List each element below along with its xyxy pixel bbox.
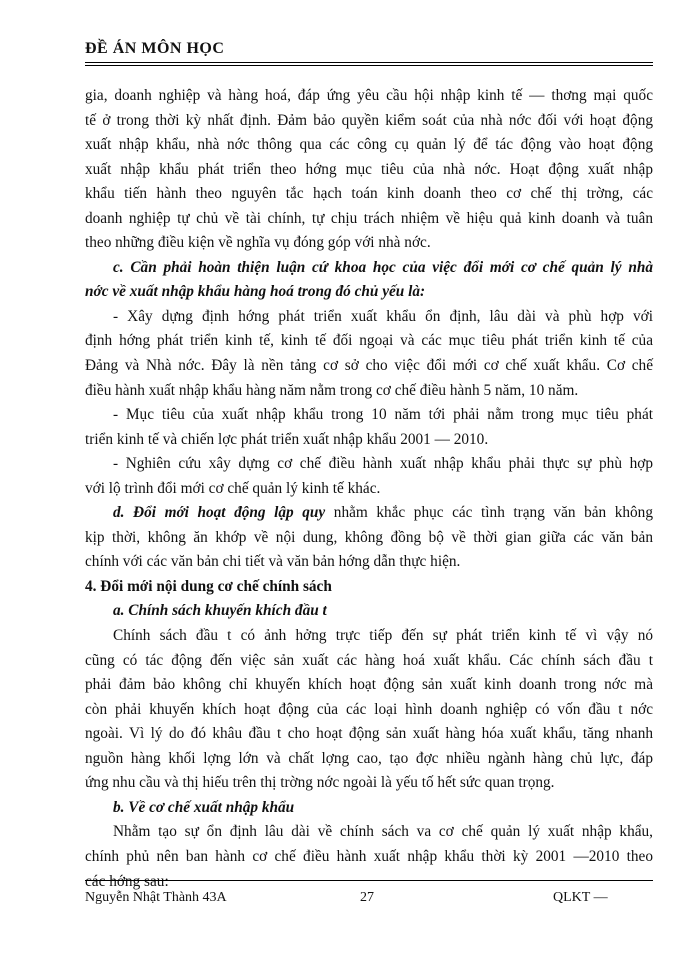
text-fragment: nhằm khắc phục các tình trạng văn bản không	[325, 504, 653, 522]
bullet-line: - Xây dựng định hớng phát triển xuất khẩu ổn định, lâu dài và phù hợp với	[113, 307, 653, 325]
text-line: Nhằm tạo sự ổn định lâu dài về chính sách va cơ chế quản lý xuất nhập khẩu,	[113, 823, 653, 841]
text-line: Đảng và Nhà nớc. Đây là nền tảng cơ sở cho việc đổi mới cơ chế xuất khẩu. Cơ chế	[85, 357, 653, 375]
text-line: tế ở trong thời kỳ nhất định. Đảm bảo quyền kiểm soát của nhà nớc đối với hoạt động	[85, 111, 653, 129]
page-number: 27	[360, 890, 374, 905]
footer-code: QLKT —	[553, 890, 608, 905]
text-line: ứng nhu cầu và thị hiếu trên thị trờng nớc ngoài là yếu tố hết sức quan trọng.	[85, 774, 555, 792]
text-line: cũng có tác động đến việc sản xuất các hàng hoá xuất khẩu. Các chính sách đầu t	[85, 651, 653, 669]
subheading-a: a. Chính sách khuyến khích đầu t	[113, 602, 327, 620]
footer-rule	[85, 880, 653, 881]
text-line: triển kinh tế và chiến lợc phát triển xuất nhập khẩu 2001 — 2010.	[85, 430, 489, 448]
footer-author: Nguyễn Nhật Thành 43A	[85, 890, 227, 905]
text-line: các hớng sau:	[85, 872, 169, 890]
bullet-line: - Nghiên cứu xây dựng cơ chế điều hành xuất nhập khẩu phải thực sự phù hợp	[113, 455, 653, 473]
subheading-c: c. Cần phải hoàn thiện luận cứ khoa học của việc đổi mới cơ chế quản lý nhà	[113, 258, 653, 276]
subheading-d: d. Đổi mới hoạt động lập quy	[113, 504, 326, 522]
text-line: theo những điều kiện về nghĩa vụ đóng góp với nhà nớc.	[85, 234, 431, 252]
header-rule	[85, 65, 653, 66]
section-heading: 4. Đổi mới nội dung cơ chế chính sách	[85, 577, 332, 595]
text-line: kịp thời, không ăn khớp về nội dung, không đồng bộ về thời gian giữa các văn bản	[85, 528, 653, 546]
text-line: Chính sách đầu t có ảnh hởng trực tiếp đến sự phát triển kinh tế vì vậy nó	[113, 627, 653, 645]
text-line: nguồn hàng khối lợng lớn và chất lợng cao, tạo đợc nhiều ngành hàng chủ lực, đáp	[85, 749, 653, 767]
text-line: còn phải khuyến khích hoạt động của các loại hình doanh nghiệp có vốn đầu t nớc	[85, 700, 653, 718]
subheading-b: b. Về cơ chế xuất nhập khẩu	[113, 798, 295, 816]
bullet-line: - Mục tiêu của xuất nhập khẩu trong 10 năm tới phải nằm trong mục tiêu phát	[113, 406, 653, 424]
text-line: chính với các văn bản chi tiết và văn bản hớng dẫn thực hiện.	[85, 553, 461, 571]
subheading-c: nớc về xuất nhập khẩu hàng hoá trong đó chủ yếu là:	[85, 283, 426, 301]
document-body	[85, 84, 653, 894]
text-line: gia, doanh nghiệp và hàng hoá, đáp ứng yêu cầu hội nhập kinh tế — thơng mại quốc	[85, 87, 653, 104]
text-line: điều hành xuất nhập khẩu hàng năm nằm trong cơ chế điều hành 5 năm, 10 năm.	[85, 381, 579, 399]
text-line: phải đảm bảo không chỉ khuyến khích hoạt động sản xuất kinh doanh trong nớc mà	[85, 676, 653, 694]
text-line: với lộ trình đổi mới cơ chế quản lý kinh tế khác.	[85, 479, 381, 497]
text-line: doanh nghiệp tự chủ về tài chính, tự chịu trách nhiệm về hiệu quả kinh doanh và tuân	[85, 209, 653, 227]
page-header-title: ĐỀ ÁN MÔN HỌC	[85, 40, 225, 57]
text-line: khẩu tiến hành theo nguyên tắc hạch toán kinh doanh theo cơ chế thị trờng, các	[85, 185, 653, 203]
text-line: chính phủ nên ban hành cơ chế điều hành xuất nhập khẩu thời kỳ 2001 —2010 theo	[85, 847, 653, 865]
text-line: định hớng phát triển kinh tế, kinh tế đối ngoại và các mục tiêu phát triển kinh tế của	[85, 332, 653, 350]
header-rule	[85, 62, 653, 63]
text-line: xuất nhập khẩu phát triển theo hớng mục tiêu của nhà nớc. Hoạt động xuất nhập	[85, 160, 653, 178]
text-line	[85, 501, 653, 526]
text-line: xuất nhập khẩu, nhà nớc thông qua các công cụ quản lý để tác động vào hoạt động	[85, 136, 653, 154]
text-line: ngoài. Vì lý do đó khâu đầu t cho hoạt động sản xuất hàng hóa xuất khẩu, tăng nhanh	[85, 725, 653, 743]
